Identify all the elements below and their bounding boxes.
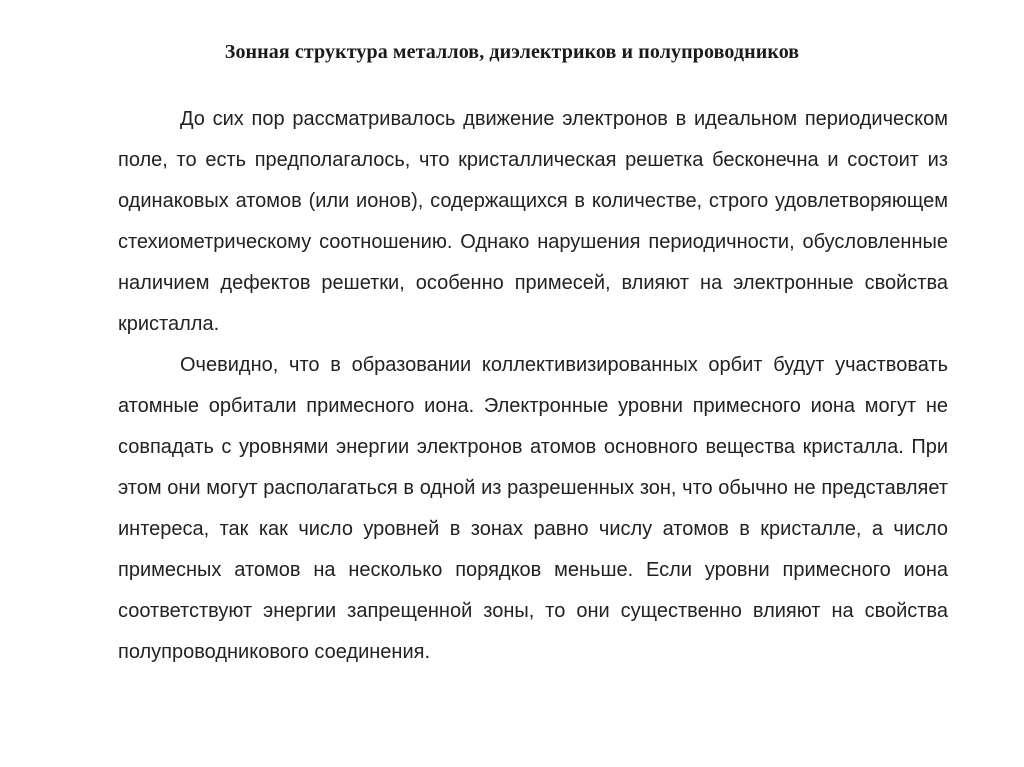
paragraph-2: Очевидно, что в образовании коллективизированных орбит будут участвовать атомные орбитали примесного иона. Электронные уровни примесного иона могут не совпадать с уровнями энергии электронов атомов основного вещества кристалла. При этом они могут располагаться в одной из разрешенных зон, что обычно не представляет интереса, так как число уровней в зонах равно числу атомов в кристалле, а число примесных атомов на несколько порядков меньше. Если уровни примесного иона соответствуют энергии запрещенной зоны, то они существенно влияют на свойства полупроводникового соединения. <box>118 354 948 663</box>
document-title: Зонная структура металлов, диэлектриков и полупроводников <box>224 41 800 63</box>
paragraph-1: До сих пор рассматривалось движение электронов в идеальном периодическом поле, то есть предполагалось, что кристаллическая решетка бесконечна и состоит из одинаковых атомов (или ионов), содержащихся в количестве, строго удовлетворяющем стехиометрическому соотношению. Однако нарушения периодичности, обусловленные наличием дефектов решетки, особенно примесей, влияют на электронные свойства кристалла. <box>118 108 948 335</box>
document-body <box>118 99 948 673</box>
